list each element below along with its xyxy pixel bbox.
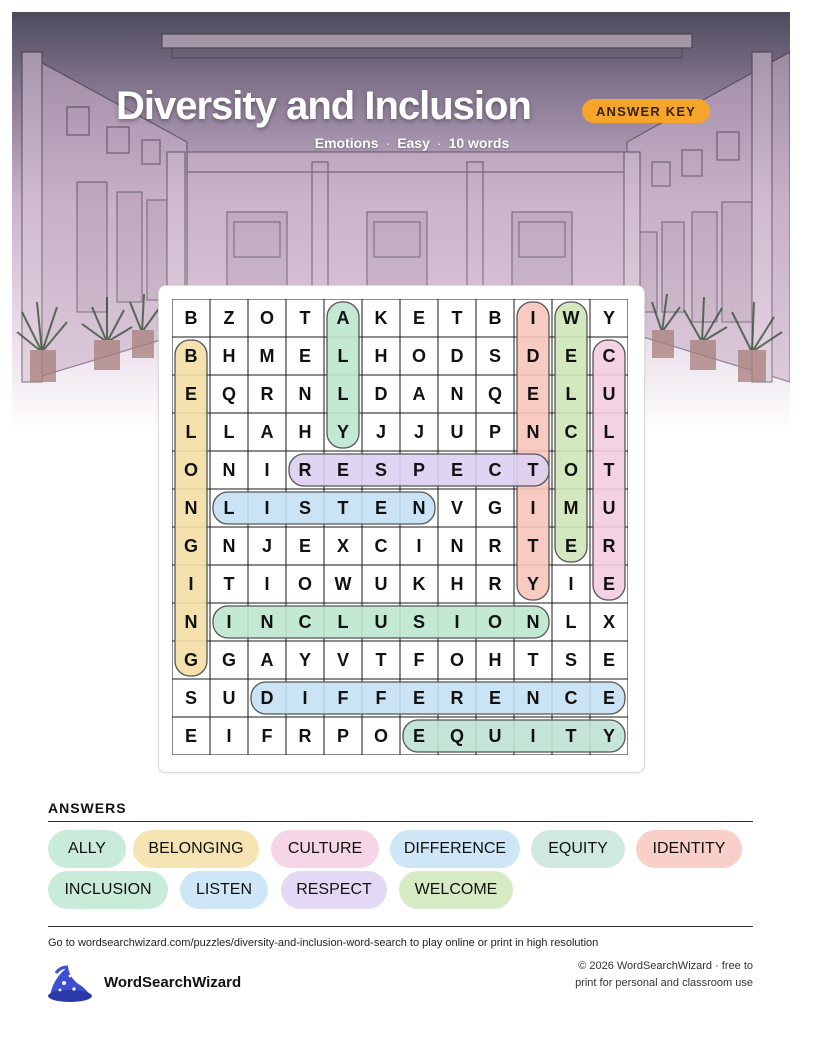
grid-cell: R (298, 725, 312, 746)
grid-cell: E (564, 345, 577, 366)
grid-cell: E (298, 345, 311, 366)
grid-cell: X (336, 535, 349, 556)
grid-cell: O (563, 459, 578, 480)
grid-cell: U (222, 687, 236, 708)
grid-cell: J (375, 421, 386, 442)
grid-cell: N (526, 421, 540, 442)
grid-cell: I (226, 725, 232, 746)
grid-cell: P (412, 459, 425, 480)
grid-cell: L (337, 383, 349, 404)
grid-cell: L (565, 611, 577, 632)
brand-name: WordSearchWizard (104, 974, 242, 991)
word-count-label: 10 words (448, 135, 510, 151)
grid-cell: T (527, 535, 539, 556)
grid-cell: F (413, 649, 425, 670)
grid-cell: D (260, 687, 274, 708)
grid-cell: O (449, 649, 464, 670)
grid-cell: C (602, 345, 616, 366)
grid-cell: E (602, 687, 615, 708)
grid-cell: N (184, 497, 198, 518)
grid-cell: Q (221, 383, 236, 404)
grid-cell: T (375, 649, 387, 670)
divider (48, 821, 753, 822)
grid-cell: J (413, 421, 424, 442)
answers-heading: ANSWERS (48, 800, 127, 816)
grid-cell: Y (602, 725, 615, 746)
grid-cell: I (454, 611, 460, 632)
answer-pill-respect: RESPECT (281, 871, 387, 909)
copyright-note: © 2026 WordSearchWizard · free to print for personal and classroom use (575, 960, 753, 989)
grid-cell: I (416, 535, 422, 556)
grid-cell: I (530, 307, 536, 328)
grid-cell: Q (487, 383, 502, 404)
grid-cell: E (526, 383, 539, 404)
answer-pill-identity: IDENTITY (636, 830, 742, 868)
grid-cell: V (450, 497, 463, 518)
separator: · (436, 135, 442, 151)
grid-cell: G (221, 649, 236, 670)
grid-cell: N (298, 383, 312, 404)
grid-cell: N (184, 611, 198, 632)
grid-cell: S (374, 459, 387, 480)
grid-cell: I (530, 725, 536, 746)
grid-cell: K (374, 307, 388, 328)
grid-cell: W (562, 307, 580, 328)
grid-cell: G (487, 497, 502, 518)
grid-cell: L (603, 421, 615, 442)
grid-cell: D (374, 383, 388, 404)
grid-cell: I (264, 573, 270, 594)
grid-cell: N (412, 497, 426, 518)
grid-cell: E (298, 535, 311, 556)
grid-cell: S (412, 611, 425, 632)
answer-pill-equity: EQUITY (531, 830, 625, 868)
grid-cell: B (184, 345, 198, 366)
grid-cell: E (488, 687, 501, 708)
grid-cell: L (223, 497, 235, 518)
grid-cell: E (450, 459, 463, 480)
grid-cell: A (260, 421, 274, 442)
grid-cell: N (260, 611, 274, 632)
grid-cell: G (183, 649, 198, 670)
answer-key-badge: ANSWER KEY (582, 99, 710, 123)
grid-cell: P (488, 421, 501, 442)
grid-cell: H (298, 421, 312, 442)
grid-cell: U (374, 611, 388, 632)
grid-cell: Q (449, 725, 464, 746)
grid-cell: T (527, 459, 539, 480)
grid-cell: D (450, 345, 464, 366)
grid-cell: I (188, 573, 194, 594)
grid-cell: Y (298, 649, 311, 670)
grid-cell: S (298, 497, 311, 518)
answer-pill-ally: ALLY (48, 830, 126, 868)
grid-cell: R (260, 383, 274, 404)
grid-cell: I (264, 459, 270, 480)
grid-cell: G (183, 535, 198, 556)
grid-cell: E (336, 459, 349, 480)
grid-cell: T (527, 649, 539, 670)
grid-cell: E (184, 383, 197, 404)
separator: · (385, 135, 391, 151)
grid-cell: U (602, 497, 616, 518)
letter-grid (172, 299, 628, 755)
answer-pill-difference: DIFFERENCE (390, 830, 520, 868)
puzzle-meta (12, 135, 790, 151)
grid-cell: U (374, 573, 388, 594)
grid-cell: Y (336, 421, 349, 442)
grid-cell: A (412, 383, 426, 404)
grid-cell: L (565, 383, 577, 404)
grid-cell: R (450, 687, 464, 708)
grid-cell: J (261, 535, 272, 556)
grid-cell: H (374, 345, 388, 366)
grid-cell: C (298, 611, 312, 632)
grid-cell: N (450, 383, 464, 404)
grid-cell: E (564, 535, 577, 556)
grid-cell: F (261, 725, 273, 746)
grid-cell: I (302, 687, 308, 708)
grid-cell: T (223, 573, 235, 594)
grid-cell: U (488, 725, 502, 746)
grid-cell: L (185, 421, 197, 442)
grid-cell: O (373, 725, 388, 746)
grid-cell: C (488, 459, 502, 480)
answer-pill-inclusion: INCLUSION (48, 871, 168, 909)
play-online-note: Go to wordsearchwizard.com/puzzles/diversity-and-inclusion-word-search to play online or print in high resolution (48, 937, 599, 949)
grid-cell: E (602, 649, 615, 670)
grid-cell: M (563, 497, 579, 518)
grid-cell: L (223, 421, 235, 442)
grid-cell: X (602, 611, 615, 632)
grid-cell: T (603, 459, 615, 480)
grid-cell: B (184, 307, 198, 328)
grid-cell: L (337, 611, 349, 632)
grid-cell: N (450, 535, 464, 556)
wizard-hat-icon (46, 963, 94, 1005)
grid-cell: P (336, 725, 349, 746)
grid-cell: K (412, 573, 426, 594)
grid-cell: O (183, 459, 198, 480)
grid-cell: A (260, 649, 274, 670)
grid-cell: C (564, 687, 578, 708)
answer-pill-welcome: WELCOME (399, 871, 513, 909)
category-label: Emotions (314, 135, 379, 151)
grid-cell: F (375, 687, 387, 708)
grid-cell: A (336, 307, 350, 328)
grid-cell: N (526, 611, 540, 632)
grid-cell: N (526, 687, 540, 708)
grid-cell: I (568, 573, 574, 594)
grid-cell: L (337, 345, 349, 366)
grid-cell: W (334, 573, 352, 594)
grid-cell: T (299, 307, 311, 328)
grid-cell: H (222, 345, 236, 366)
grid-cell: H (450, 573, 464, 594)
grid-cell: O (411, 345, 426, 366)
grid-cell: C (564, 421, 578, 442)
grid-cell: R (298, 459, 312, 480)
grid-cell: E (602, 573, 615, 594)
grid-cell: E (412, 687, 425, 708)
grid-cell: C (374, 535, 388, 556)
grid-cell: V (336, 649, 349, 670)
grid-cell: Y (526, 573, 539, 594)
grid-cell: N (222, 535, 236, 556)
answer-pill-culture: CULTURE (271, 830, 379, 868)
grid-cell: E (374, 497, 387, 518)
grid-cell: U (450, 421, 464, 442)
answer-pill-listen: LISTEN (180, 871, 268, 909)
grid-cell: O (487, 611, 502, 632)
grid-cell: I (530, 497, 536, 518)
grid-cell: S (184, 687, 197, 708)
page-title: Diversity and Inclusion (116, 84, 531, 128)
grid-cell: E (412, 725, 425, 746)
grid-cell: T (451, 307, 463, 328)
grid-cell: N (222, 459, 236, 480)
grid-cell: R (488, 573, 502, 594)
grid-cell: M (259, 345, 275, 366)
grid-cell: B (488, 307, 502, 328)
difficulty-label: Easy (397, 135, 430, 151)
grid-cell: U (602, 383, 616, 404)
grid-cell: I (226, 611, 232, 632)
grid-cell: S (564, 649, 577, 670)
grid-cell: O (297, 573, 312, 594)
grid-cell: O (259, 307, 274, 328)
grid-cell: E (412, 307, 425, 328)
grid-cell: S (488, 345, 501, 366)
grid-cell: D (526, 345, 540, 366)
divider (48, 926, 753, 927)
grid-cell: Y (602, 307, 615, 328)
grid-cell: R (488, 535, 502, 556)
grid-cell: F (337, 687, 349, 708)
answer-pill-belonging: BELONGING (133, 830, 259, 868)
grid-cell: Z (223, 307, 235, 328)
grid-cell: R (602, 535, 616, 556)
grid-cell: T (565, 725, 577, 746)
grid-cell: E (184, 725, 197, 746)
grid-cell: H (488, 649, 502, 670)
grid-cell: T (337, 497, 349, 518)
grid-cell: I (264, 497, 270, 518)
